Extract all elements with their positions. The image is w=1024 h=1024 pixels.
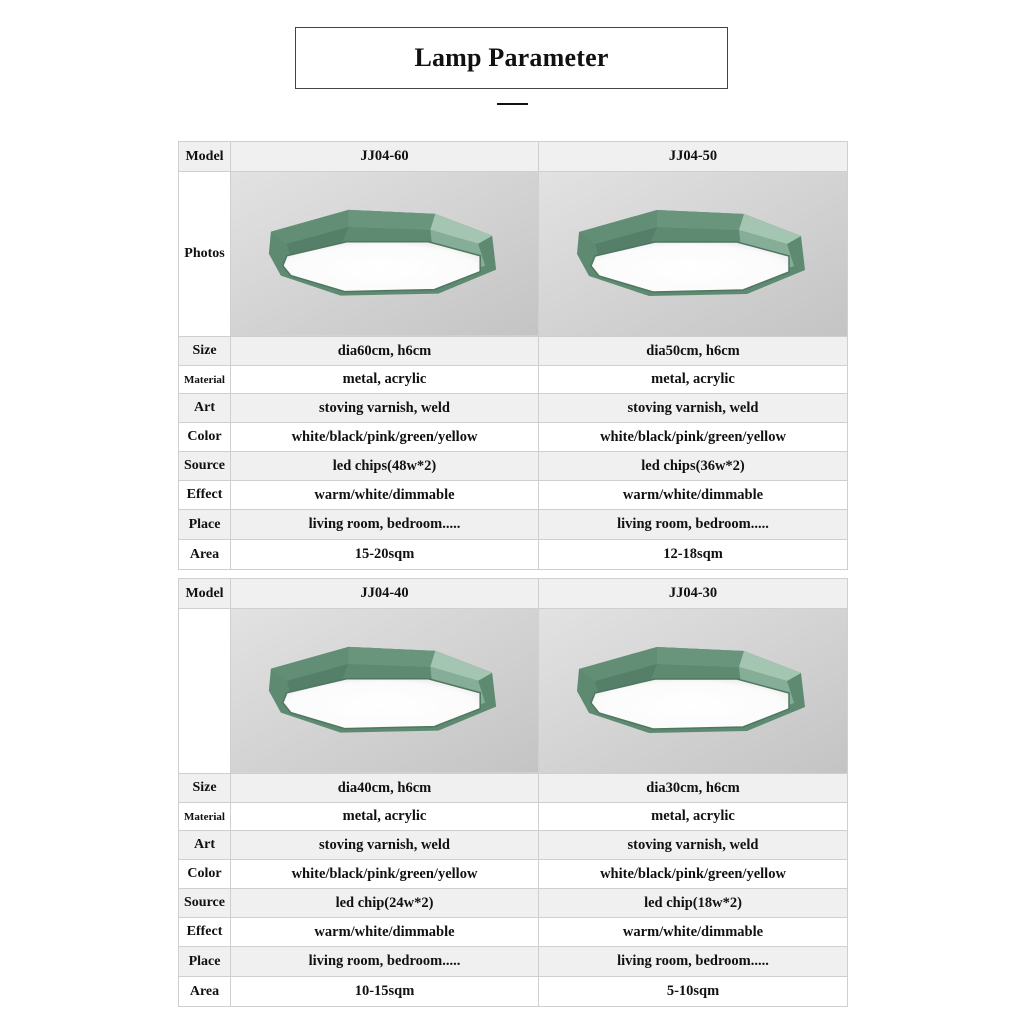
area-value: 5-10sqm	[539, 977, 848, 1007]
label-area: Area	[179, 540, 231, 570]
label-photos: Photos	[179, 172, 231, 337]
color-value: white/black/pink/green/yellow	[539, 423, 848, 452]
label-source: Source	[179, 889, 231, 918]
material-value: metal, acrylic	[231, 803, 539, 831]
place-value: living room, bedroom.....	[539, 947, 848, 977]
label-effect: Effect	[179, 481, 231, 510]
title-underline	[497, 103, 528, 105]
effect-value: warm/white/dimmable	[231, 918, 539, 947]
row-art	[179, 394, 848, 423]
label-color: Color	[179, 860, 231, 889]
product-photo	[231, 172, 539, 337]
size-value: dia30cm, h6cm	[539, 774, 848, 803]
label-place: Place	[179, 510, 231, 540]
row-art	[179, 831, 848, 860]
model-name: JJ04-50	[539, 142, 848, 172]
color-value: white/black/pink/green/yellow	[539, 860, 848, 889]
area-value: 12-18sqm	[539, 540, 848, 570]
label-model: Model	[179, 142, 231, 172]
material-value: metal, acrylic	[539, 803, 848, 831]
size-value: dia60cm, h6cm	[231, 337, 539, 366]
row-effect	[179, 481, 848, 510]
effect-value: warm/white/dimmable	[231, 481, 539, 510]
label-size: Size	[179, 337, 231, 366]
row-material	[179, 803, 848, 831]
model-name: JJ04-30	[539, 579, 848, 609]
row-size	[179, 774, 848, 803]
ceiling-lamp-icon	[539, 172, 847, 336]
area-value: 15-20sqm	[231, 540, 539, 570]
row-color	[179, 423, 848, 452]
spec-table-1	[178, 141, 848, 570]
material-value: metal, acrylic	[539, 366, 848, 394]
row-photos	[179, 172, 848, 337]
row-effect	[179, 918, 848, 947]
place-value: living room, bedroom.....	[231, 510, 539, 540]
area-value: 10-15sqm	[231, 977, 539, 1007]
product-photo	[539, 609, 848, 774]
label-source: Source	[179, 452, 231, 481]
row-source	[179, 889, 848, 918]
effect-value: warm/white/dimmable	[539, 481, 848, 510]
color-value: white/black/pink/green/yellow	[231, 423, 539, 452]
source-value: led chip(18w*2)	[539, 889, 848, 918]
effect-value: warm/white/dimmable	[539, 918, 848, 947]
label-photos-empty	[179, 609, 231, 774]
ceiling-lamp-icon	[231, 172, 538, 335]
size-value: dia40cm, h6cm	[231, 774, 539, 803]
label-material: Material	[179, 366, 231, 394]
row-photos	[179, 609, 848, 774]
page-title: Lamp Parameter	[295, 27, 728, 89]
label-area: Area	[179, 977, 231, 1007]
ceiling-lamp-icon	[539, 609, 847, 773]
source-value: led chip(24w*2)	[231, 889, 539, 918]
source-value: led chips(48w*2)	[231, 452, 539, 481]
art-value: stoving varnish, weld	[231, 831, 539, 860]
row-place	[179, 947, 848, 977]
art-value: stoving varnish, weld	[539, 394, 848, 423]
source-value: led chips(36w*2)	[539, 452, 848, 481]
label-effect: Effect	[179, 918, 231, 947]
spec-table-2	[178, 578, 848, 1007]
ceiling-lamp-icon	[231, 609, 538, 772]
material-value: metal, acrylic	[231, 366, 539, 394]
place-value: living room, bedroom.....	[539, 510, 848, 540]
art-value: stoving varnish, weld	[539, 831, 848, 860]
row-model	[179, 142, 848, 172]
label-art: Art	[179, 394, 231, 423]
color-value: white/black/pink/green/yellow	[231, 860, 539, 889]
place-value: living room, bedroom.....	[231, 947, 539, 977]
label-model: Model	[179, 579, 231, 609]
row-area	[179, 540, 848, 570]
label-material: Material	[179, 803, 231, 831]
product-photo	[539, 172, 848, 337]
row-source	[179, 452, 848, 481]
row-material	[179, 366, 848, 394]
row-area	[179, 977, 848, 1007]
model-name: JJ04-40	[231, 579, 539, 609]
row-color	[179, 860, 848, 889]
label-size: Size	[179, 774, 231, 803]
row-size	[179, 337, 848, 366]
product-photo	[231, 609, 539, 774]
row-model	[179, 579, 848, 609]
size-value: dia50cm, h6cm	[539, 337, 848, 366]
label-place: Place	[179, 947, 231, 977]
model-name: JJ04-60	[231, 142, 539, 172]
label-art: Art	[179, 831, 231, 860]
art-value: stoving varnish, weld	[231, 394, 539, 423]
row-place	[179, 510, 848, 540]
label-color: Color	[179, 423, 231, 452]
